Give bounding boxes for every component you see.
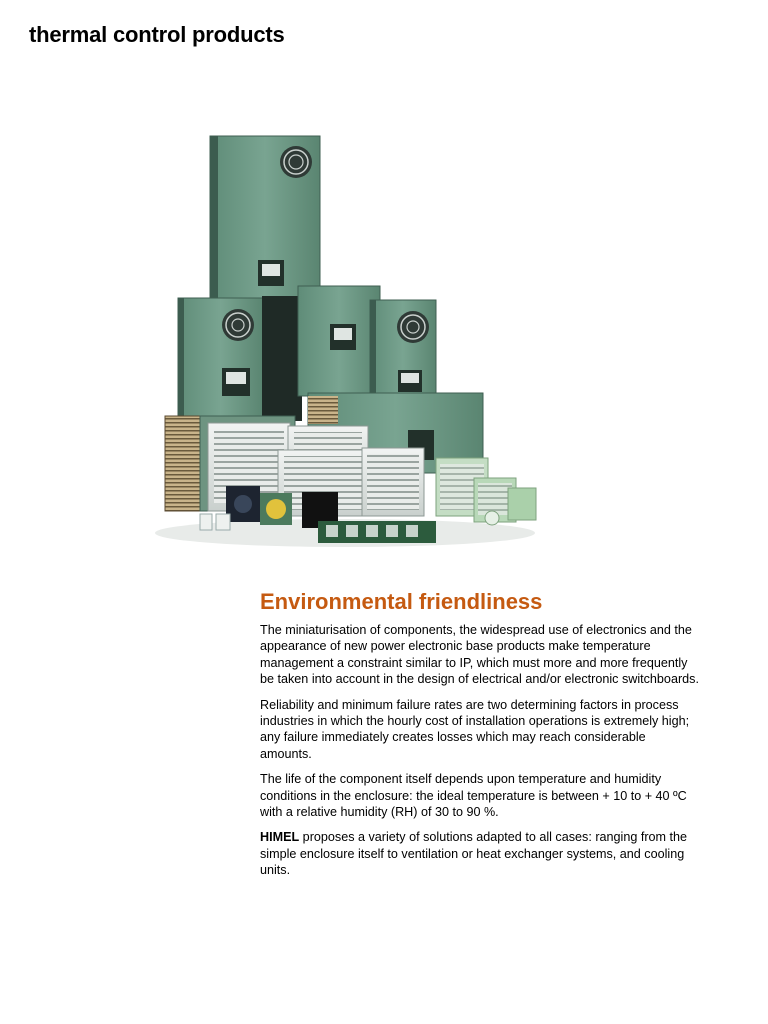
- body-text: [260, 622, 700, 888]
- paragraph-4: [260, 829, 700, 878]
- paragraph-4-text: proposes a variety of solutions adapted to all cases: ranging from the simple enclosure itself to ventilation or heat exchanger systems, and cooling units.: [260, 830, 688, 878]
- paragraph-3: The life of the component itself depends upon temperature and humidity conditions in the enclosure: the ideal temperature is between + 10 to + 40 ºC with a relative humidity (RH) of 30 to 90 %.: [260, 772, 687, 820]
- tall-cabinet-unit: [210, 136, 320, 301]
- section-heading: Environmental friendliness: [260, 589, 543, 614]
- right-cabinet-unit: [370, 300, 436, 395]
- small-grilles-right: [436, 458, 536, 525]
- paragraph-1: The miniaturisation of components, the widespread use of electronics and the appearance of new power electronic base products make temperature management a constraint similar to IP, which must more and more frequently be taken into account in the design of electrical and/or electronic switchboards.: [260, 623, 699, 687]
- left-cabinet-unit: [178, 298, 263, 418]
- page-title: thermal control products: [29, 22, 285, 47]
- center-cabinet-unit: [298, 286, 380, 396]
- paragraph-2: Reliability and minimum failure rates are two determining factors in process industries in which the hourly cost of installation operations is extremely high; any failure immediately creates losses which may reach considerable amounts.: [260, 697, 690, 761]
- product-photo: [140, 128, 560, 553]
- brand-name: HIMEL: [260, 830, 300, 845]
- filter-grille-right: [362, 448, 424, 516]
